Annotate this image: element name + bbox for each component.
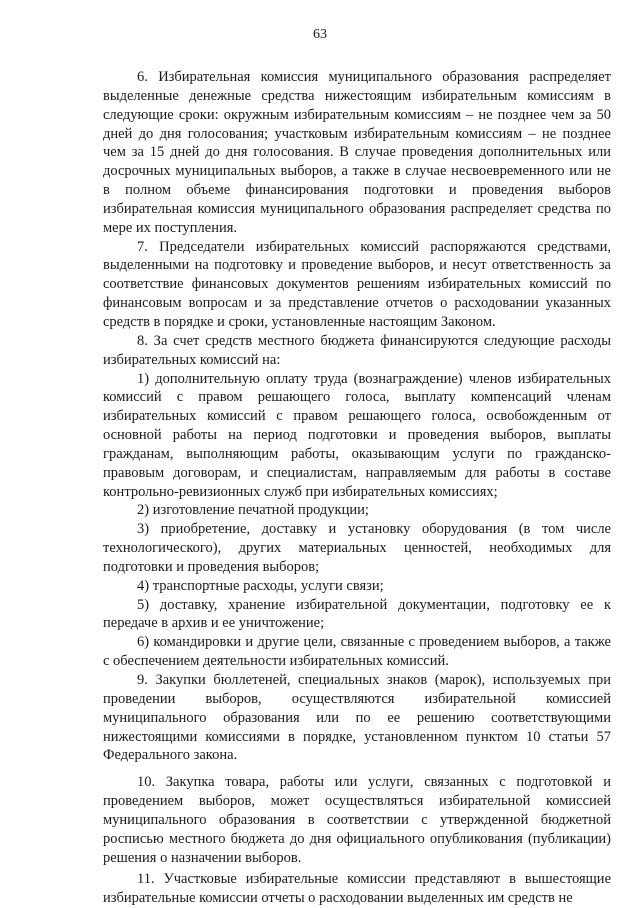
paragraph-10: 10. Закупка товара, работы или услуги, связанных с подготовкой и проведением выборов, может осуществляться избирательной комиссией муниципального образования в соответствии с утвержденной бюджетной росписью местного бюджета до дня официального опубликования (публикации) решения о назначении выборов. [103, 774, 611, 866]
list-item-2: 2) изготовление печатной продукции; [137, 502, 369, 519]
list-item-4: 4) транспортные расходы, услуги связи; [137, 577, 384, 594]
paragraph-9: 9. Закупки бюллетеней, специальных знаков (марок), используемых при проведении выборов, осуществляются избирательной комиссией муниципального образования или по ее решению соответствующими нижестоящими комиссиями в порядке, установленном пунктом 10 статьи 57 Федерального закона. [103, 672, 611, 764]
paragraph-11: 11. Участковые избирательные комиссии представляют в вышестоящие избирательные комиссии отчеты о расходовании выделенных им средств не [103, 871, 611, 907]
document-body [103, 68, 611, 908]
paragraph-8: 8. За счет средств местного бюджета финансируются следующие расходы избирательных комиссий на: [103, 332, 611, 368]
list-item-6: 6) командировки и другие цели, связанные с проведением выборов, а также с обеспечением деятельности избирательных комиссий. [103, 634, 611, 670]
list-item-1: 1) дополнительную оплату труда (вознаграждение) членов избирательных комиссий с правом решающего голоса, выплату компенсаций членам избирательных комиссий с правом решающего голоса, освобожденным от основной работы на период подготовки и проведения выборов, выплаты гражданам, выполняющим работы, оказывающим услуги по гражданско-правовым договорам, и специалистам, направляемым для работы в составе контрольно-ревизионных служб при избирательных комиссиях; [103, 370, 611, 500]
list-item-5: 5) доставку, хранение избирательной документации, подготовку ее к передаче в архив и ее уничтожение; [103, 596, 611, 632]
paragraph-6: 6. Избирательная комиссия муниципального образования распределяет выделенные денежные средства нижестоящим избирательным комиссиям в следующие сроки: окружным избирательным комиссиям – не позднее чем за 50 дней до дня голосования; участковым избирательным комиссиям – не позднее чем за 15 дней до дня голосования. В случае проведения дополнительных или досрочных муниципальных выборов, а также в случае несвоевременного или не в полном объеме финансирования подготовки и проведения выборов избирательная комиссия муниципального образования распределяет средства по мере их поступления. [103, 69, 611, 236]
page-number: 63 [313, 27, 327, 42]
list-item-3: 3) приобретение, доставку и установку оборудования (в том числе технологического), других материальных ценностей, необходимых для подготовки и проведения выборов; [103, 521, 611, 575]
paragraph-7: 7. Председатели избирательных комиссий распоряжаются средствами, выделенными на подготовку и проведение выборов, и несут ответственность за соответствие финансовых документов решениям избирательных комиссий по финансовым вопросам и за представление отчетов о расходовании указанных средств в порядке и сроки, установленные настоящим Законом. [103, 238, 611, 330]
